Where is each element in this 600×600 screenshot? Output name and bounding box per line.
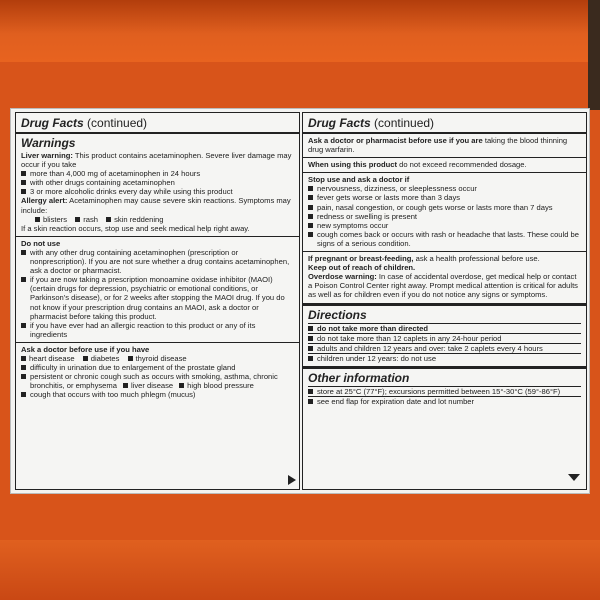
package-top-edge bbox=[0, 0, 600, 62]
directions-item: adults and children 12 years and over: take 2 caplets every 4 hours bbox=[308, 344, 581, 354]
ask-doctor-item: cough that occurs with too much phlegm (mucus) bbox=[21, 390, 294, 399]
stop-use-item: redness or swelling is present bbox=[308, 212, 581, 221]
continue-down-arrow-icon bbox=[568, 474, 580, 481]
other-information-item: store at 25°C (77°F); excursions permitted between 15°-30°C (59°-86°F) bbox=[308, 387, 581, 397]
right-drug-facts-panel bbox=[302, 112, 587, 490]
ask-doctor-section bbox=[16, 343, 299, 403]
other-information-heading: Other information bbox=[308, 370, 410, 385]
allergy-tail: If a skin reaction occurs, stop use and seek medical help right away. bbox=[21, 223, 250, 233]
right-panel-title: Drug Facts (continued) bbox=[303, 113, 586, 134]
stop-use-item: cough comes back or occurs with rash or headache that lasts. These could be signs of a serious condition. bbox=[308, 230, 581, 248]
package-corner-shadow bbox=[588, 0, 600, 110]
ask-doctor-item: persistent or chronic cough such as occurs with smoking, asthma, chronic bronchitis, or emphysema liver disease high blood pressure bbox=[21, 372, 294, 390]
stop-use-item: nervousness, dizziness, or sleeplessness occur bbox=[308, 184, 581, 193]
stop-use-item: fever gets worse or lasts more than 3 days bbox=[308, 193, 581, 202]
liver-item: with other drugs containing acetaminophen bbox=[21, 178, 294, 187]
pregnant-text: If pregnant or breast-feeding, ask a health professional before use. bbox=[308, 254, 540, 264]
allergy-alert: Allergy alert: Acetaminophen may cause severe skin reactions. Symptoms may include: bbox=[21, 196, 291, 215]
do-not-use-heading: Do not use bbox=[21, 238, 61, 248]
directions-item: children under 12 years: do not use bbox=[308, 354, 581, 363]
allergy-symptoms: blisters rash skin reddening bbox=[21, 215, 294, 224]
stop-use-heading: Stop use and ask a doctor if bbox=[308, 175, 410, 185]
do-not-use-item: with any other drug containing acetaminophen (prescription or nonprescription). If you are not sure whether a drug contains acetaminophen, ask a doctor or pharmacist. bbox=[21, 248, 294, 275]
directions-item: do not take more than directed bbox=[308, 324, 581, 334]
overdose-warning: Overdose warning: In case of accidental overdose, get medical help or contact a Poison Control Center right away. Prompt medical attention is critical for adults as well as for children even if you do not notice any signs or symptoms. bbox=[308, 272, 578, 300]
do-not-use-item: if you have ever had an allergic reaction to this product or any of its ingredients bbox=[21, 321, 294, 339]
warnings-section bbox=[16, 134, 299, 237]
when-using-section bbox=[303, 158, 586, 173]
continue-right-arrow-icon bbox=[288, 475, 296, 485]
other-information-item: see end flap for expiration date and lot number bbox=[308, 397, 581, 406]
liver-item: more than 4,000 mg of acetaminophen in 24 hours bbox=[21, 169, 294, 178]
drug-facts-label bbox=[10, 108, 590, 494]
pregnancy-overdose-section bbox=[303, 252, 586, 305]
keep-out-of-reach: Keep out of reach of children. bbox=[308, 263, 416, 273]
liver-warning: Liver warning: This product contains acetaminophen. Severe liver damage may occur if you take bbox=[21, 151, 292, 170]
left-drug-facts-panel bbox=[15, 112, 300, 490]
left-panel-title: Drug Facts (continued) bbox=[16, 113, 299, 134]
liver-item: 3 or more alcoholic drinks every day while using this product bbox=[21, 187, 294, 196]
stop-use-section bbox=[303, 173, 586, 252]
do-not-use-item: if you are now taking a prescription monoamine oxidase inhibitor (MAOI) (certain drugs for depression, psychiatric or emotional conditions, or Parkinson's disease), or for 2 weeks after stopping the MAOI drug. If you do not know if your prescription drug contains an MAOI, ask a doctor or pharmacist before taking this product. bbox=[21, 275, 294, 320]
directions-section bbox=[303, 306, 586, 369]
when-using-text: When using this product do not exceed recommended dosage. bbox=[308, 160, 527, 170]
package-bottom-edge bbox=[0, 540, 600, 600]
directions-item: do not take more than 12 caplets in any 24-hour period bbox=[308, 334, 581, 344]
ask-doctor-conditions: heart disease diabetes thyroid disease bbox=[21, 354, 294, 363]
directions-heading: Directions bbox=[308, 307, 367, 322]
other-information-section bbox=[303, 369, 586, 409]
ask-pharmacist-section bbox=[303, 134, 586, 158]
do-not-use-section bbox=[16, 237, 299, 343]
ask-pharmacist-text: Ask a doctor or pharmacist before use if you are taking the blood thinning drug warfarin. bbox=[308, 136, 568, 155]
ask-doctor-heading: Ask a doctor before use if you have bbox=[21, 344, 150, 354]
stop-use-item: new symptoms occur bbox=[308, 221, 581, 230]
stop-use-item: pain, nasal congestion, or cough gets worse or lasts more than 7 days bbox=[308, 203, 581, 212]
ask-doctor-item: difficulty in urination due to enlargement of the prostate gland bbox=[21, 363, 294, 372]
warnings-heading: Warnings bbox=[21, 136, 76, 150]
